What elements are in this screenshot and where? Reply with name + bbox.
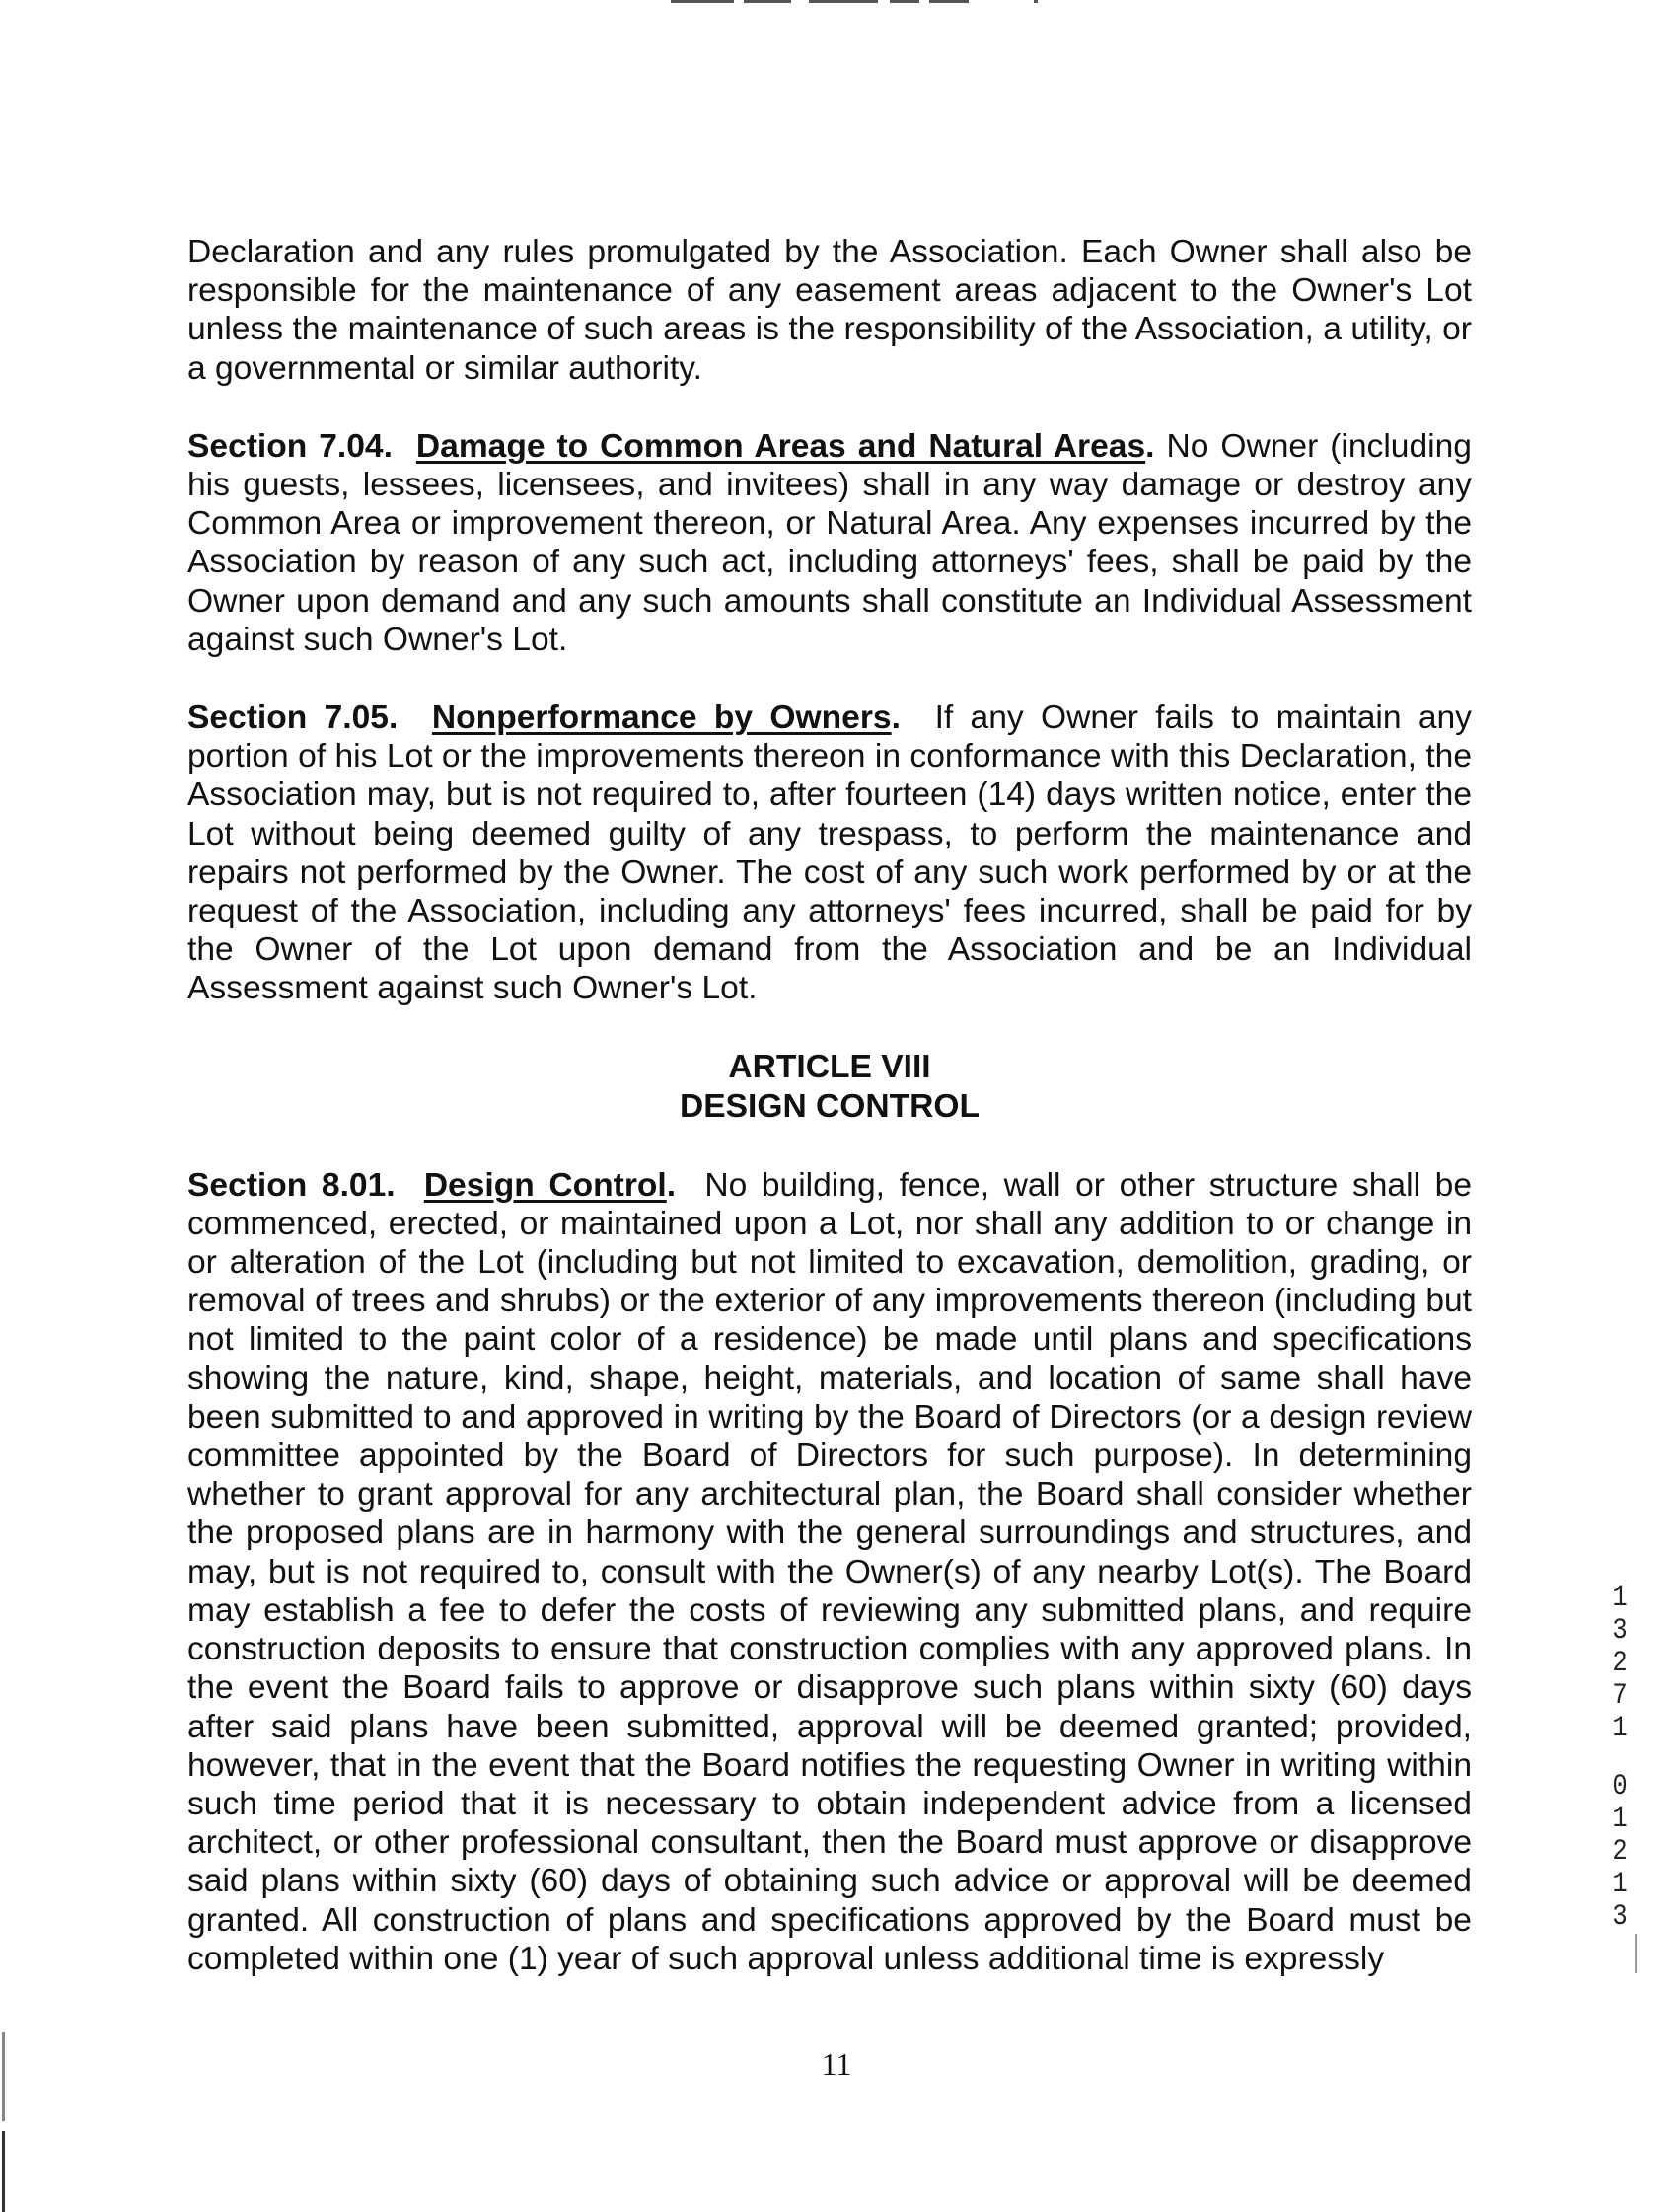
stamp-digit: 3 xyxy=(1612,1614,1628,1648)
stamp-digit: 7 xyxy=(1612,1679,1628,1713)
scan-edge-mark xyxy=(1635,1934,1637,1973)
top-scan-marks xyxy=(671,0,1046,6)
article-number: ARTICLE VIII xyxy=(728,1048,931,1085)
stamp-digit: 1 xyxy=(1612,1868,1628,1901)
article-title: DESIGN CONTROL xyxy=(679,1087,981,1125)
stamp-digit: 2 xyxy=(1612,1647,1628,1680)
stamp-digit: 1 xyxy=(1612,1712,1628,1745)
paragraph-continuation: Declaration and any rules promulgated by the Association. Each Owner shall also be responsible for the maintenance of any easement areas adjacent to the Owner's Lot unless the maintenance of such areas is the responsibility of the Association, a utility, or a governmental or similar authority. xyxy=(187,234,1472,387)
section-8-01: Section 8.01. Design Control. No building, fence, wall or other structure shall be commenced, erected, or maintained upon a Lot, nor shall any addition to or change in or alteration of the Lot (including but not limited to excavation, demolition, grading, or removal of trees and shrubs) or the exterior of any improvements thereon (including but not limited to the paint color of a residence) be made until plans and specifications showing the nature, kind, shape, height, materials, and location of same shall have been submitted to and approved in writing by the Board of Directors (or a design review committee appointed by the Board of Directors for such purpose). In determining whether to grant approval for any architectural plan, the Board shall consider whether the proposed plans are in harmony with the general surroundings and structures, and may, but is not required to, consult with the Owner(s) of any nearby Lot(s). The Board may establish a fee to defer the costs of reviewing any submitted plans, and require construction deposits to ensure that construction complies with any approved plans. In the event the Board fails to approve or disapprove such plans within sixty (60) days after said plans have been submitted, approval will be deemed granted; provided, however, that in the event that the Board notifies the requesting Owner in writing within such time period that it is necessary to obtain independent advice from a licensed architect, or other professional consultant, then the Board must approve or disapprove said plans within sixty (60) days of obtaining such advice or approval will be deemed granted. All construction of plans and specifications approved by the Board must be completed within one (1) year of such approval unless additional time is expressly xyxy=(187,1166,1472,1977)
stamp-digit: 3 xyxy=(1612,1900,1628,1934)
section-number: Section 7.05. xyxy=(187,700,399,737)
section-title: Damage to Common Areas and Natural Areas xyxy=(415,427,1146,465)
stamp-digit: 0 xyxy=(1612,1770,1628,1804)
section-7-05: Section 7.05. Nonperformance by Owners. If any Owner fails to maintain any portion of his Lot or the improvements thereon in conformance with this Declaration, the Association may, but is not required to, after fourteen (14) days written notice, enter the Lot without being deemed guilty of any trespass, to perform the maintenance and repairs not performed by the Owner. The cost of any such work performed by or at the request of the Association, including any attorneys' fees incurred, shall be paid for by the Owner of the Lot upon demand from the Association and be an Individual Assessment against such Owner's Lot. xyxy=(187,700,1472,1007)
section-number: Section 7.04. xyxy=(187,427,393,465)
section-body: No Owner (including his guests, lessees, licensees, and invitees) shall in any way damage or destroy any Common Area or improvement thereon, or Natural Area. Any expenses incurred by the Association by reason of any such act, including attorneys' fees, shall be paid by the Owner upon demand and any such amounts shall constitute an Individual Assessment against such Owner's Lot. xyxy=(187,427,1472,658)
page-number: 11 xyxy=(821,2046,852,2082)
section-number: Section 8.01. xyxy=(187,1166,396,1204)
document-body xyxy=(187,233,1472,1978)
stamp-digit: 1 xyxy=(1612,1803,1628,1836)
margin-recording-stamp xyxy=(1606,1583,1633,1934)
section-body: No building, fence, wall or other structure shall be commenced, erected, or maintained upon a Lot, nor shall any addition to or change in or alteration of the Lot (including but not limited to excavation, demolition, grading, or removal of trees and shrubs) or the exterior of any improvements thereon (including but not limited to the paint color of a residence) be made until plans and specifications showing the nature, kind, shape, height, materials, and location of same shall have been submitted to and approved in writing by the Board of Directors (or a design review committee appointed by the Board of Directors for such purpose). In determining whether to grant approval for any architectural plan, the Board shall consider whether the proposed plans are in harmony with the general surroundings and structures, and may, but is not required to, consult with the Owner(s) of any nearby Lot(s). The Board may establish a fee to defer the costs of reviewing any submitted plans, and require construction deposits to ensure that construction complies with any approved plans. In the event the Board fails to approve or disapprove such plans within sixty (60) days after said plans have been submitted, approval will be deemed granted; provided, however, that in the event that the Board notifies the requesting Owner in writing within such time period that it is necessary to obtain independent advice from a licensed architect, or other professional consultant, then the Board must approve or disapprove said plans within sixty (60) days of obtaining such advice or approval will be deemed granted. All construction of plans and specifications approved by the Board must be completed within one (1) year of such approval unless additional time is expressly xyxy=(187,1166,1472,1977)
scan-edge-mark xyxy=(2,2131,5,2212)
section-title: Nonperformance by Owners xyxy=(431,700,892,737)
article-heading xyxy=(187,1048,1472,1127)
stamp-digit: 2 xyxy=(1612,1835,1628,1869)
section-body: If any Owner fails to maintain any portion of his Lot or the improvements thereon in conformance with this Declaration, the Association may, but is not required to, after fourteen (14) days written notice, enter the Lot without being deemed guilty of any trespass, to perform the maintenance and repairs not performed by the Owner. The cost of any such work performed by or at the request of the Association, including any attorneys' fees incurred, shall be paid for by the Owner of the Lot upon demand from the Association and be an Individual Assessment against such Owner's Lot. xyxy=(187,700,1472,1007)
stamp-digit: 1 xyxy=(1612,1582,1628,1615)
section-7-04: Section 7.04. Damage to Common Areas and Natural Areas. No Owner (including his guests, lessees, licensees, and invitees) shall in any way damage or destroy any Common Area or improvement thereon, or Natural Area. Any expenses incurred by the Association by reason of any such act, including attorneys' fees, shall be paid by the Owner upon demand and any such amounts shall constitute an Individual Assessment against such Owner's Lot. xyxy=(187,427,1472,658)
section-title: Design Control xyxy=(423,1166,667,1204)
